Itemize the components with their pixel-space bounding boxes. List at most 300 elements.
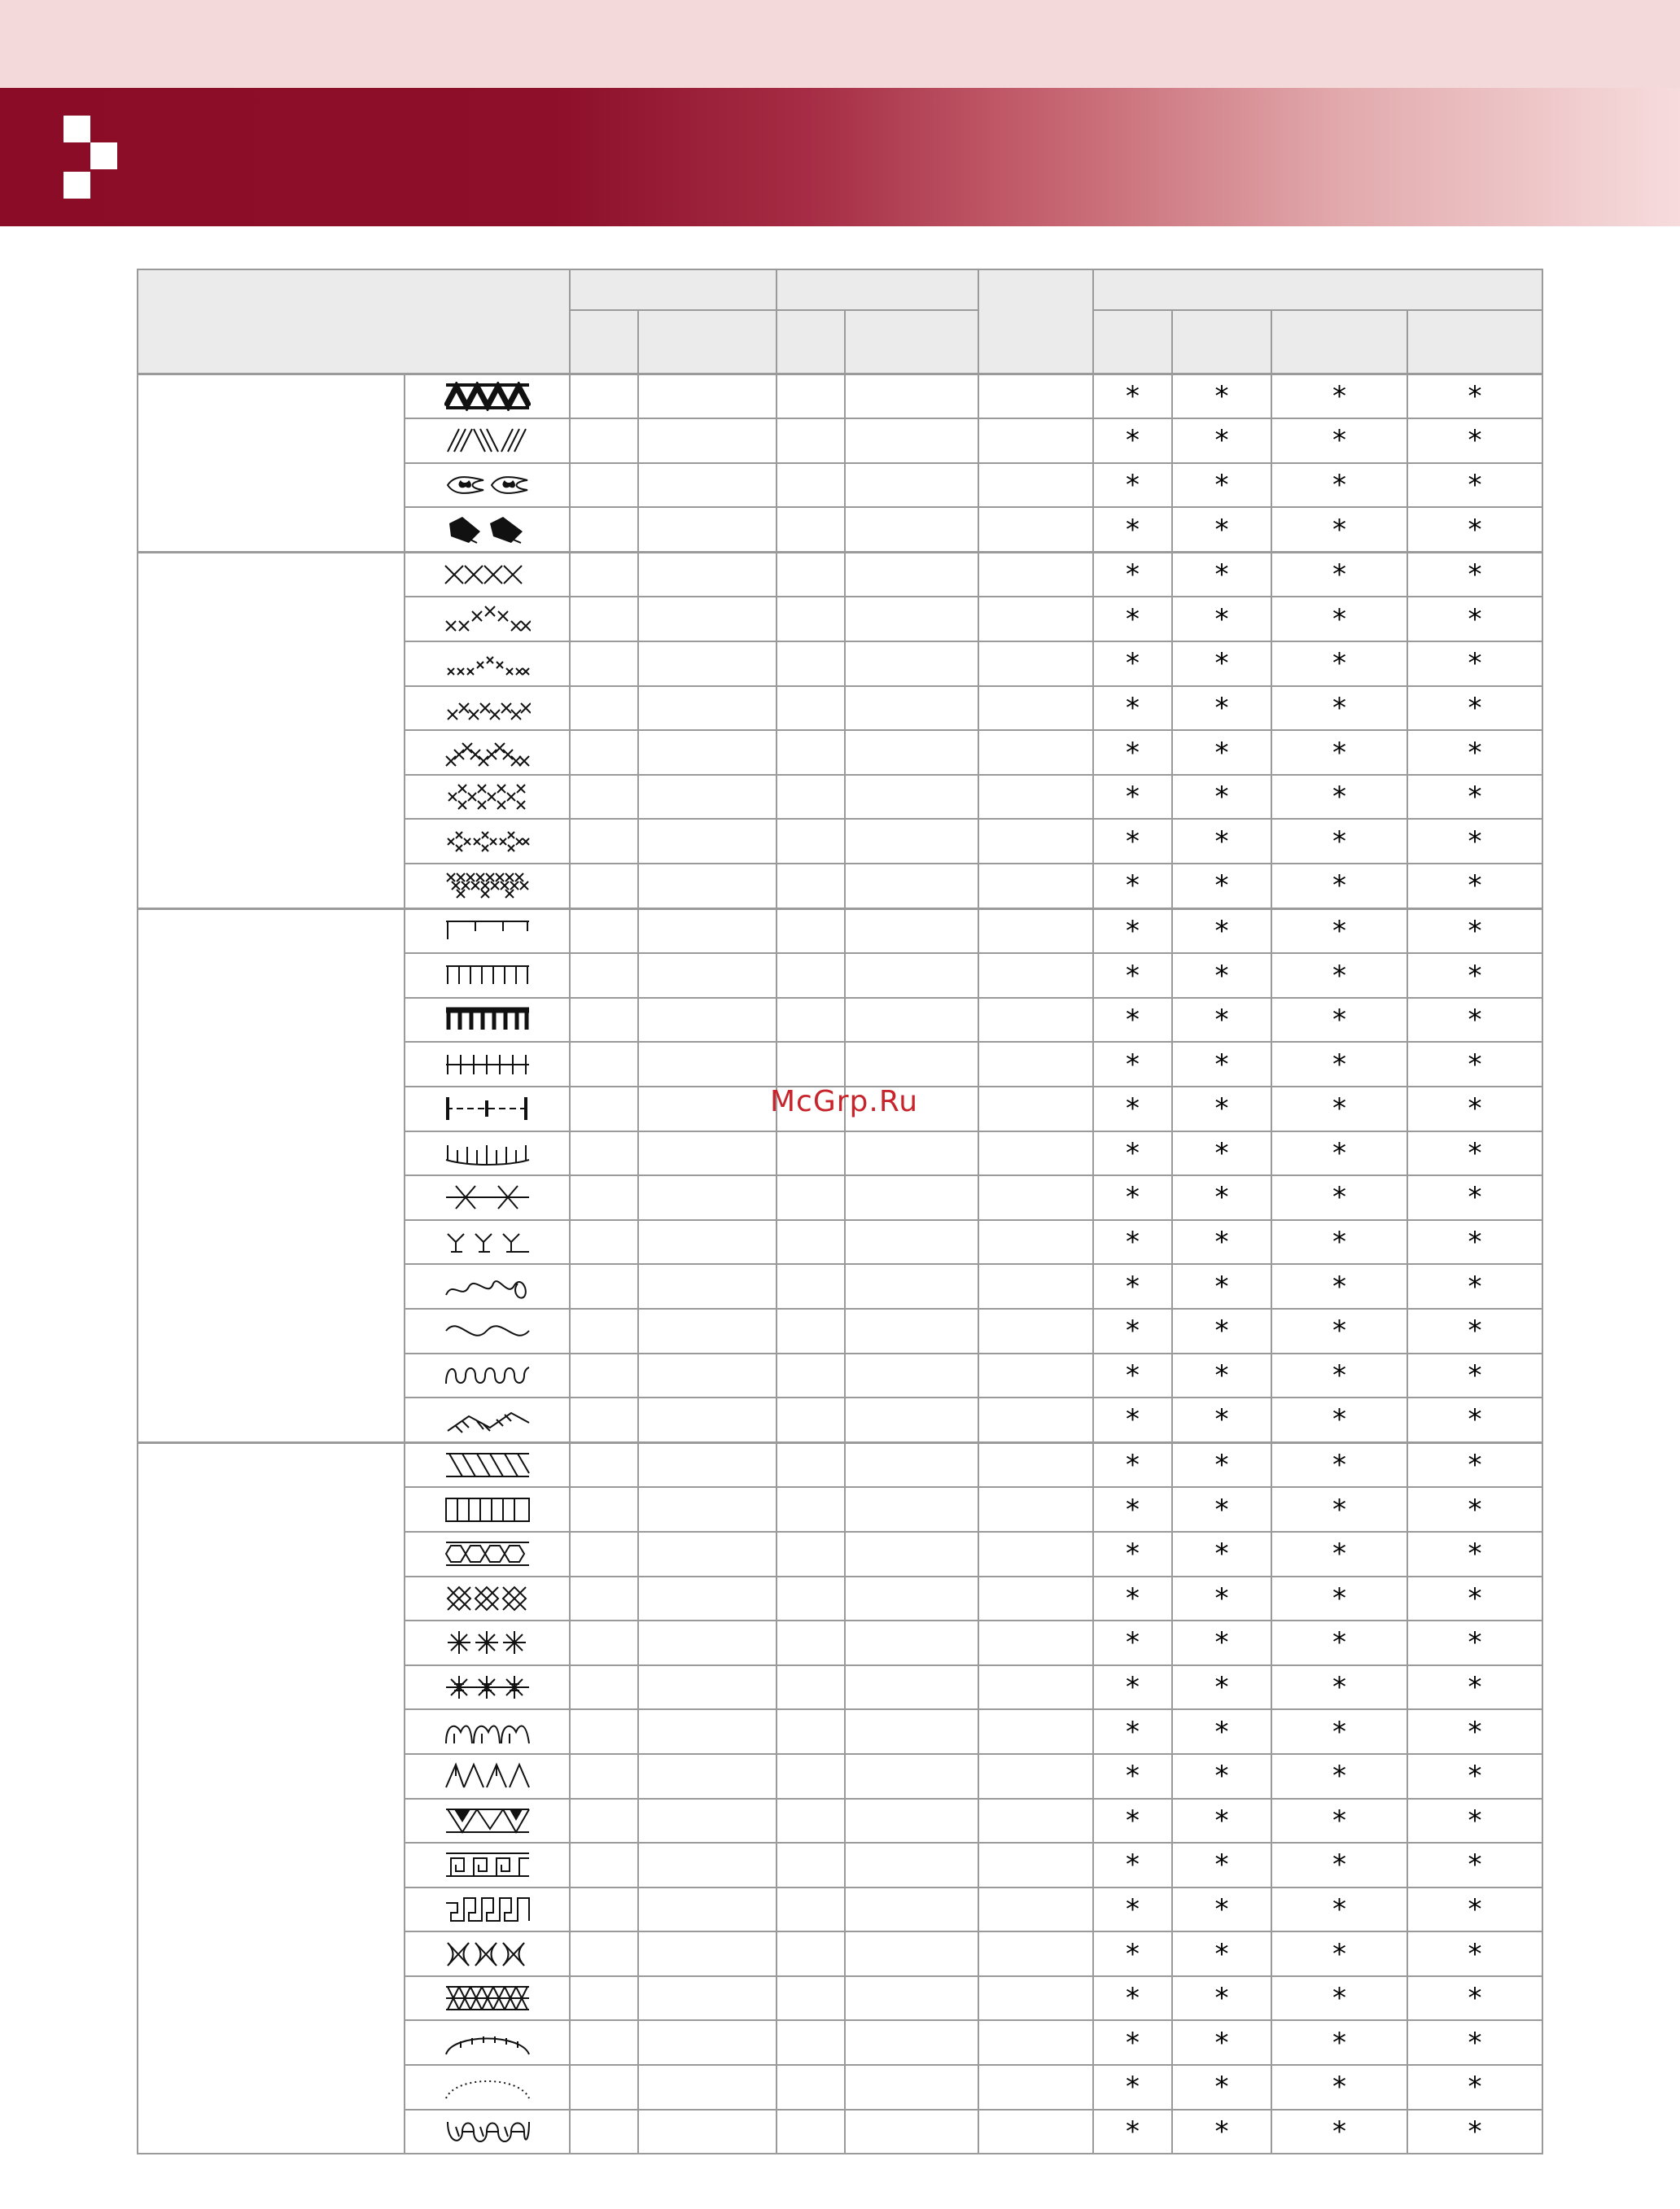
empty-cell [570, 1887, 638, 1932]
empty-cell [638, 641, 777, 686]
cross-triangles-stitch-icon [444, 738, 531, 768]
cross-zigzag-stitch-icon [444, 693, 531, 723]
asterisk-mark: * [1172, 1532, 1271, 1577]
asterisk-mark: * [1093, 908, 1172, 953]
asterisk-mark: * [1093, 1532, 1172, 1577]
empty-cell [570, 374, 638, 418]
asterisk-mark: * [1172, 463, 1271, 508]
asterisk-mark: * [1093, 953, 1172, 998]
empty-cell [978, 686, 1093, 731]
empty-cell [845, 374, 978, 418]
empty-cell [777, 1442, 845, 1487]
empty-cell [570, 2065, 638, 2110]
empty-cell [845, 1175, 978, 1220]
asterisk-mark: * [1172, 1175, 1271, 1220]
asterisk-mark: * [1407, 641, 1542, 686]
blanket-dashed-stitch-icon [444, 1094, 531, 1123]
empty-cell [777, 1887, 845, 1932]
empty-cell [845, 1398, 978, 1442]
empty-cell [845, 730, 978, 775]
asterisk-mark: * [1407, 1442, 1542, 1487]
empty-cell [638, 1621, 777, 1665]
group-label-cell [138, 374, 405, 552]
asterisk-mark: * [1093, 463, 1172, 508]
empty-cell [570, 1175, 638, 1220]
empty-cell [978, 507, 1093, 552]
asterisk-mark: * [1271, 1487, 1407, 1532]
asterisk-mark: * [1407, 374, 1542, 418]
inverted-triangles-stitch-icon [444, 1806, 531, 1835]
asterisk-mark: * [1093, 1799, 1172, 1844]
header-cell-group-b [777, 269, 978, 310]
empty-cell [638, 1398, 777, 1442]
empty-cell [570, 1309, 638, 1354]
asterisk-mark: * [1093, 819, 1172, 864]
stitch-pattern-cell [405, 908, 570, 953]
asterisk-mark: * [1172, 1131, 1271, 1176]
asterisk-mark: * [1271, 1754, 1407, 1799]
stitch-pattern-cell [405, 2110, 570, 2154]
empty-cell [570, 819, 638, 864]
cross-hill-stitch-icon [444, 605, 531, 634]
asterisk-mark: * [1407, 1843, 1542, 1887]
empty-cell [777, 775, 845, 820]
asterisk-mark: * [1093, 1442, 1172, 1487]
empty-cell [638, 1220, 777, 1265]
empty-cell [978, 775, 1093, 820]
top-band [0, 0, 1680, 88]
asterisk-mark: * [1172, 1754, 1271, 1799]
empty-cell [777, 1843, 845, 1887]
empty-cell [777, 1709, 845, 1754]
empty-cell [845, 819, 978, 864]
asterisk-mark: * [1093, 1309, 1172, 1354]
empty-cell [570, 1754, 638, 1799]
asterisk-mark: * [1093, 1398, 1172, 1442]
blanket-narrow-stitch-icon [444, 961, 531, 991]
stitch-pattern-cell [405, 552, 570, 597]
empty-cell [570, 775, 638, 820]
empty-cell [638, 1887, 777, 1932]
empty-cell [777, 908, 845, 953]
empty-cell [638, 374, 777, 418]
asterisk-mark: * [1271, 1532, 1407, 1577]
asterisk-mark: * [1271, 1131, 1407, 1176]
asterisk-mark: * [1407, 1887, 1542, 1932]
empty-cell [638, 1264, 777, 1309]
asterisk-mark: * [1093, 1487, 1172, 1532]
asterisk-mark: * [1271, 998, 1407, 1043]
asterisk-mark: * [1172, 641, 1271, 686]
empty-cell [978, 2110, 1093, 2154]
empty-cell [978, 1487, 1093, 1532]
asterisk-mark: * [1172, 1931, 1271, 1976]
empty-cell [845, 1354, 978, 1398]
empty-cell [570, 507, 638, 552]
empty-cell [777, 730, 845, 775]
empty-cell [978, 1709, 1093, 1754]
asterisk-mark: * [1093, 1976, 1172, 2021]
group-label-cell [138, 1442, 405, 2154]
asterisk-mark: * [1172, 819, 1271, 864]
empty-cell [777, 1487, 845, 1532]
stitch-pattern-cell [405, 1976, 570, 2021]
empty-cell [845, 1131, 978, 1176]
asterisk-mark: * [1407, 1709, 1542, 1754]
asterisk-mark: * [1172, 1799, 1271, 1844]
empty-cell [845, 1887, 978, 1932]
asterisk-mark: * [1093, 730, 1172, 775]
asterisk-mark: * [1407, 1799, 1542, 1844]
empty-cell [638, 1354, 777, 1398]
empty-cell [845, 1042, 978, 1087]
empty-cell [638, 1442, 777, 1487]
header-subcell [570, 310, 638, 374]
empty-cell [978, 1931, 1093, 1976]
asterisk-mark: * [1172, 597, 1271, 641]
empty-cell [570, 1354, 638, 1398]
asterisk-mark: * [1172, 1665, 1271, 1710]
asterisk-mark: * [1271, 908, 1407, 953]
empty-cell [978, 998, 1093, 1043]
empty-cell [845, 775, 978, 820]
blanket-cross-stitch-icon [444, 1050, 531, 1079]
empty-cell [638, 686, 777, 731]
empty-cell [845, 597, 978, 641]
asterisk-mark: * [1271, 1931, 1407, 1976]
table-header [138, 269, 1542, 374]
asterisk-mark: * [1271, 507, 1407, 552]
asterisk-mark: * [1407, 1577, 1542, 1621]
empty-cell [777, 552, 845, 597]
greek-key-stitch-icon [444, 1850, 531, 1879]
empty-cell [978, 1220, 1093, 1265]
asterisk-mark: * [1093, 2110, 1172, 2154]
empty-cell [638, 507, 777, 552]
stitch-pattern-cell [405, 730, 570, 775]
asterisk-mark: * [1271, 1887, 1407, 1932]
meander-stitch-icon [444, 1272, 531, 1301]
empty-cell [777, 1577, 845, 1621]
asterisk-mark: * [1172, 418, 1271, 463]
empty-cell [570, 641, 638, 686]
asterisk-mark: * [1407, 1487, 1542, 1532]
empty-cell [978, 1442, 1093, 1487]
hearts-pair-stitch-icon [444, 470, 531, 500]
bow-loops-stitch-icon [444, 2117, 531, 2146]
asterisk-mark: * [1271, 552, 1407, 597]
asterisk-mark: * [1407, 1309, 1542, 1354]
asterisk-mark: * [1093, 1131, 1172, 1176]
empty-cell [978, 1887, 1093, 1932]
empty-cell [570, 908, 638, 953]
empty-cell [845, 2110, 978, 2154]
empty-cell [978, 1577, 1093, 1621]
header-subcell [1271, 310, 1407, 374]
empty-cell [978, 1354, 1093, 1398]
empty-cell [777, 1042, 845, 1087]
asterisk-mark: * [1172, 1887, 1271, 1932]
asterisk-mark: * [1407, 597, 1542, 641]
empty-cell [978, 730, 1093, 775]
asterisk-mark: * [1093, 1220, 1172, 1265]
feather-branch-stitch-icon [444, 1227, 531, 1257]
empty-cell [845, 1309, 978, 1354]
cross-diamond-small-stitch-icon [444, 827, 531, 856]
asterisk-row-stitch-icon [444, 1628, 531, 1657]
empty-cell [570, 1487, 638, 1532]
stitch-pattern-cell [405, 1442, 570, 1487]
asterisk-mark: * [1093, 1577, 1172, 1621]
asterisk-mark: * [1172, 374, 1271, 418]
empty-cell [570, 597, 638, 641]
empty-cell [638, 1042, 777, 1087]
empty-cell [638, 1532, 777, 1577]
stitch-table [137, 269, 1543, 2154]
asterisk-mark: * [1093, 418, 1172, 463]
empty-cell [638, 1309, 777, 1354]
table-row [138, 908, 1542, 953]
empty-cell [570, 1264, 638, 1309]
stitch-pattern-cell [405, 418, 570, 463]
asterisk-mark: * [1172, 1976, 1271, 2021]
asterisk-mark: * [1172, 507, 1271, 552]
empty-cell [845, 1843, 978, 1887]
group-label-cell [138, 552, 405, 908]
empty-cell [570, 1931, 638, 1976]
empty-cell [845, 2020, 978, 2065]
asterisk-mark: * [1172, 908, 1271, 953]
asterisk-mark: * [1407, 1131, 1542, 1176]
cross-dense-stitch-icon [444, 871, 531, 900]
header-subcell [1407, 310, 1542, 374]
chevron-arrows-stitch-icon [444, 1761, 531, 1791]
empty-cell [638, 775, 777, 820]
stitch-pattern-cell [405, 1887, 570, 1932]
asterisk-mark: * [1093, 998, 1172, 1043]
asterisk-mark: * [1172, 775, 1271, 820]
asterisk-mark: * [1093, 686, 1172, 731]
empty-cell [978, 552, 1093, 597]
empty-cell [777, 1621, 845, 1665]
empty-cell [978, 597, 1093, 641]
asterisk-mark: * [1271, 1264, 1407, 1309]
asterisk-mark: * [1172, 1042, 1271, 1087]
stitch-pattern-cell [405, 1799, 570, 1844]
empty-cell [638, 418, 777, 463]
stitch-pattern-cell [405, 1709, 570, 1754]
asterisk-mark: * [1271, 1843, 1407, 1887]
empty-cell [570, 1131, 638, 1176]
asterisk-mark: * [1271, 686, 1407, 731]
empty-cell [978, 2020, 1093, 2065]
empty-cell [777, 686, 845, 731]
asterisk-mark: * [1271, 2110, 1407, 2154]
asterisk-mark: * [1407, 1931, 1542, 1976]
asterisk-mark: * [1093, 1665, 1172, 1710]
cross-small-hill-stitch-icon [444, 649, 531, 678]
empty-cell [845, 552, 978, 597]
asterisk-mark: * [1271, 1577, 1407, 1621]
asterisk-mark: * [1407, 552, 1542, 597]
asterisk-mark: * [1093, 1887, 1172, 1932]
empty-cell [845, 1665, 978, 1710]
asterisk-mark: * [1172, 1264, 1271, 1309]
empty-cell [777, 1799, 845, 1844]
empty-cell [978, 1264, 1093, 1309]
empty-cell [638, 953, 777, 998]
asterisk-mark: * [1407, 908, 1542, 953]
empty-cell [978, 953, 1093, 998]
empty-cell [777, 1309, 845, 1354]
empty-cell [777, 864, 845, 908]
empty-cell [570, 552, 638, 597]
brand-logo-icon [63, 116, 124, 199]
blanket-solid-stitch-icon [444, 1005, 531, 1035]
empty-cell [777, 2110, 845, 2154]
asterisk-mark: * [1172, 864, 1271, 908]
empty-cell [845, 507, 978, 552]
asterisk-mark: * [1172, 2110, 1271, 2154]
asterisk-mark: * [1407, 1042, 1542, 1087]
asterisk-mark: * [1407, 1621, 1542, 1665]
empty-cell [570, 1665, 638, 1710]
header-cell-group-c [1093, 269, 1542, 310]
empty-cell [978, 1175, 1093, 1220]
asterisk-mark: * [1407, 775, 1542, 820]
stitch-pattern-cell [405, 998, 570, 1043]
asterisk-mark: * [1407, 2110, 1542, 2154]
asterisk-mark: * [1407, 463, 1542, 508]
asterisk-mark: * [1407, 1532, 1542, 1577]
empty-cell [777, 418, 845, 463]
asterisk-mark: * [1093, 597, 1172, 641]
empty-cell [638, 1976, 777, 2021]
stitch-pattern-cell [405, 1621, 570, 1665]
empty-cell [978, 1532, 1093, 1577]
empty-cell [638, 2065, 777, 2110]
empty-cell [978, 1665, 1093, 1710]
empty-cell [638, 1131, 777, 1176]
asterisk-mark: * [1172, 2065, 1271, 2110]
asterisk-mark: * [1093, 1843, 1172, 1887]
empty-cell [638, 1087, 777, 1131]
header-subcell [777, 310, 845, 374]
asterisk-mark: * [1093, 1931, 1172, 1976]
asterisk-mark: * [1172, 1220, 1271, 1265]
stitch-pattern-cell [405, 1264, 570, 1309]
empty-cell [570, 1799, 638, 1844]
empty-cell [978, 1087, 1093, 1131]
empty-cell [570, 1532, 638, 1577]
empty-cell [845, 953, 978, 998]
empty-cell [638, 1754, 777, 1799]
blanket-curved-stitch-icon [444, 1139, 531, 1168]
stitch-pattern-cell [405, 641, 570, 686]
empty-cell [777, 1532, 845, 1577]
honeycomb-stitch-icon [444, 1539, 531, 1568]
asterisk-mark: * [1407, 2020, 1542, 2065]
stitch-pattern-cell [405, 1042, 570, 1087]
empty-cell [570, 2020, 638, 2065]
stitch-pattern-cell [405, 953, 570, 998]
empty-cell [638, 2020, 777, 2065]
table-body [138, 374, 1542, 2154]
empty-cell [845, 1799, 978, 1844]
empty-cell [978, 1976, 1093, 2021]
asterisk-mark: * [1093, 2065, 1172, 2110]
asterisk-mark: * [1271, 641, 1407, 686]
asterisk-mark: * [1172, 1087, 1271, 1131]
empty-cell [845, 2065, 978, 2110]
empty-cell [978, 2065, 1093, 2110]
header-cell-group-a [570, 269, 777, 310]
asterisk-mark: * [1271, 864, 1407, 908]
empty-cell [638, 597, 777, 641]
empty-cell [845, 418, 978, 463]
asterisk-mark: * [1407, 1220, 1542, 1265]
asterisk-mark: * [1407, 1976, 1542, 2021]
lattice-x-stitch-icon [444, 1984, 531, 2013]
stitch-pattern-cell [405, 1754, 570, 1799]
header-subcell [1172, 310, 1271, 374]
asterisk-mark: * [1271, 1042, 1407, 1087]
cross-diamonds-stitch-icon [444, 782, 531, 811]
empty-cell [777, 2020, 845, 2065]
asterisk-mark: * [1407, 1175, 1542, 1220]
asterisk-mark: * [1093, 1264, 1172, 1309]
empty-cell [777, 998, 845, 1043]
empty-cell [777, 1354, 845, 1398]
empty-cell [845, 1264, 978, 1309]
empty-cell [638, 908, 777, 953]
stitch-pattern-cell [405, 1131, 570, 1176]
asterisk-mark: * [1172, 998, 1271, 1043]
empty-cell [570, 418, 638, 463]
asterisk-mark: * [1407, 730, 1542, 775]
header-band [0, 88, 1680, 226]
header-subcell [845, 310, 978, 374]
asterisk-mark: * [1271, 418, 1407, 463]
empty-cell [978, 641, 1093, 686]
asterisk-mark: * [1172, 686, 1271, 731]
stitch-pattern-cell [405, 1220, 570, 1265]
asterisk-mark: * [1271, 1309, 1407, 1354]
butterfly-x-stitch-icon [444, 1940, 531, 1969]
empty-cell [777, 641, 845, 686]
asterisk-mark: * [1093, 507, 1172, 552]
empty-cell [570, 1843, 638, 1887]
serpentine-stitch-icon [444, 1361, 531, 1390]
empty-cell [638, 730, 777, 775]
empty-cell [978, 374, 1093, 418]
asterisk-mark: * [1407, 418, 1542, 463]
empty-cell [777, 953, 845, 998]
ladder-box-stitch-icon [444, 1495, 531, 1524]
stitch-pattern-cell [405, 1309, 570, 1354]
asterisk-mark: * [1271, 1175, 1407, 1220]
empty-cell [638, 1487, 777, 1532]
stitch-pattern-cell [405, 1931, 570, 1976]
asterisk-mark: * [1093, 864, 1172, 908]
asterisk-mark: * [1172, 1309, 1271, 1354]
asterisk-mark: * [1407, 998, 1542, 1043]
asterisk-mark: * [1093, 1087, 1172, 1131]
stitch-pattern-cell [405, 819, 570, 864]
asterisk-mark: * [1271, 775, 1407, 820]
asterisk-mark: * [1093, 552, 1172, 597]
asterisk-mark: * [1271, 463, 1407, 508]
